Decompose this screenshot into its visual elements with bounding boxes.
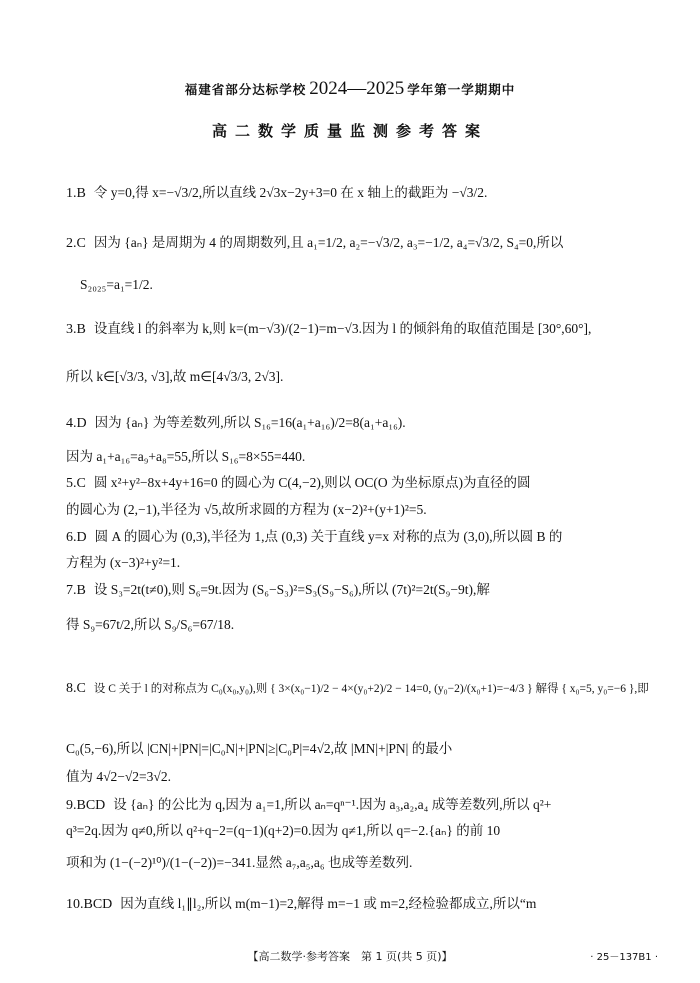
answer-line (66, 854, 660, 872)
answer-line (66, 740, 660, 758)
answer-line (66, 796, 660, 815)
answer-line (66, 448, 660, 466)
answer-line (66, 581, 660, 600)
page-footer: 【高二数学·参考答案 第 1 页(共 5 页)】 (247, 950, 453, 963)
answer-text: 方程为 (x−3)²+y²=1. (66, 555, 181, 570)
question-number: 2.C (66, 236, 86, 251)
answer-text: 因为 {aₙ} 是周期为 4 的周期数列,且 a₁=1/2, a₂=−√3/2, a₃=−1/2, a₄=√3/2, S₄=0,所以 (93, 235, 564, 250)
answer-line (80, 276, 660, 294)
answer-text: 令 y=0,得 x=−√3/2,所以直线 2√3x−2y+3=0 在 x 轴上的截距为 −√3/2. (93, 185, 488, 200)
answer-text: 设 C 关于 l 的对称点为 C₀(x₀,y₀),则 { 3×(x₀−1)/2 − 4×(y₀+2)/2 − 14=0, (y₀−2)/(x₀+1)=−4/3 } 解得 { x₀=5, y₀=−6 },即 (93, 683, 649, 695)
question-number: 6.D (66, 530, 87, 545)
answer-line (66, 474, 660, 493)
question-number: 5.C (66, 476, 86, 491)
question-number: 10.BCD (66, 897, 113, 912)
question-number: 7.B (66, 583, 86, 598)
answer-text: 圆 A 的圆心为 (0,3),半径为 1,点 (0,3) 关于直线 y=x 对称的点为 (3,0),所以圆 B 的 (94, 529, 563, 544)
answer-text: 圆 x²+y²−8x+4y+16=0 的圆心为 C(4,−2),则以 OC(O 为坐标原点)为直径的圆 (93, 475, 531, 490)
question-number: 8.C (66, 681, 86, 696)
answer-line (66, 680, 660, 698)
answer-line (66, 320, 660, 339)
answer-text: q³=2q.因为 q≠0,所以 q²+q−2=(q−1)(q+2)=0.因为 q≠1,所以 q=−2.{aₙ} 的前 10 (66, 823, 501, 838)
answer-line (66, 616, 660, 634)
answer-text: 设 {aₙ} 的公比为 q,因为 a₁=1,所以 aₙ=qⁿ⁻¹.因为 a₃,a₂,a₄ 成等差数列,所以 q²+ (113, 797, 552, 812)
answer-line (66, 822, 660, 840)
school-prefix: 福建省部分达标学校 (184, 82, 307, 97)
answer-line (66, 528, 660, 547)
answer-text: C₀(5,−6),所以 |CN|+|PN|=|C₀N|+|PN|≥|C₀P|=4√2,故 |MN|+|PN| 的最小 (66, 741, 453, 756)
document-subtitle: 高二数学质量监测参考答案 (211, 122, 488, 140)
answer-line (66, 554, 660, 572)
term-suffix: 学年第一学期期中 (407, 82, 516, 97)
school-year: 2024—2025 (309, 78, 405, 99)
answer-line (66, 895, 660, 914)
answer-text: 因为 {aₙ} 为等差数列,所以 S₁₆=16(a₁+a₁₆)/2=8(a₁+a₁₆). (94, 415, 406, 430)
answer-line (66, 414, 660, 433)
question-number: 3.B (66, 322, 86, 337)
answer-text: 设 S₃=2t(t≠0),则 S₆=9t.因为 (S₆−S₃)²=S₃(S₉−S₆),所以 (7t)²=2t(S₉−9t),解 (93, 582, 490, 597)
answer-text: S₂₀₂₅=a₁=1/2. (80, 277, 153, 292)
question-number: 1.B (66, 186, 86, 201)
answer-text: 因为直线 l₁∥l₂,所以 m(m−1)=2,解得 m=−1 或 m=2,经检验都成立,所以“m (120, 896, 537, 911)
answer-text: 因为 a₁+a₁₆=a₉+a₈=55,所以 S₁₆=8×55=440. (66, 449, 306, 464)
answer-text: 所以 k∈[√3/3, √3],故 m∈[4√3/3, 2√3]. (66, 369, 284, 384)
answer-text: 得 S₉=67t/2,所以 S₉/S₆=67/18. (66, 617, 235, 632)
answer-line (66, 184, 660, 203)
answer-text: 值为 4√2−√2=3√2. (66, 769, 171, 784)
answer-text: 的圆心为 (2,−1),半径为 √5,故所求圆的方程为 (x−2)²+(y+1)²=5. (66, 502, 427, 517)
answer-line (66, 768, 660, 786)
exam-title (0, 78, 700, 100)
answer-line (66, 501, 660, 519)
answer-text: 设直线 l 的斜率为 k,则 k=(m−√3)/(2−1)=m−√3.因为 l 的倾斜角的取值范围是 [30°,60°], (93, 321, 592, 336)
document-code: · 25－137B1 · (590, 952, 658, 963)
question-number: 4.D (66, 416, 87, 431)
answer-line (66, 234, 660, 253)
question-number: 9.BCD (66, 798, 106, 813)
answer-line (66, 368, 660, 386)
answer-text: 项和为 (1−(−2)¹⁰)/(1−(−2))=−341.显然 a₇,a₅,a₆ 也成等差数列. (66, 855, 413, 870)
